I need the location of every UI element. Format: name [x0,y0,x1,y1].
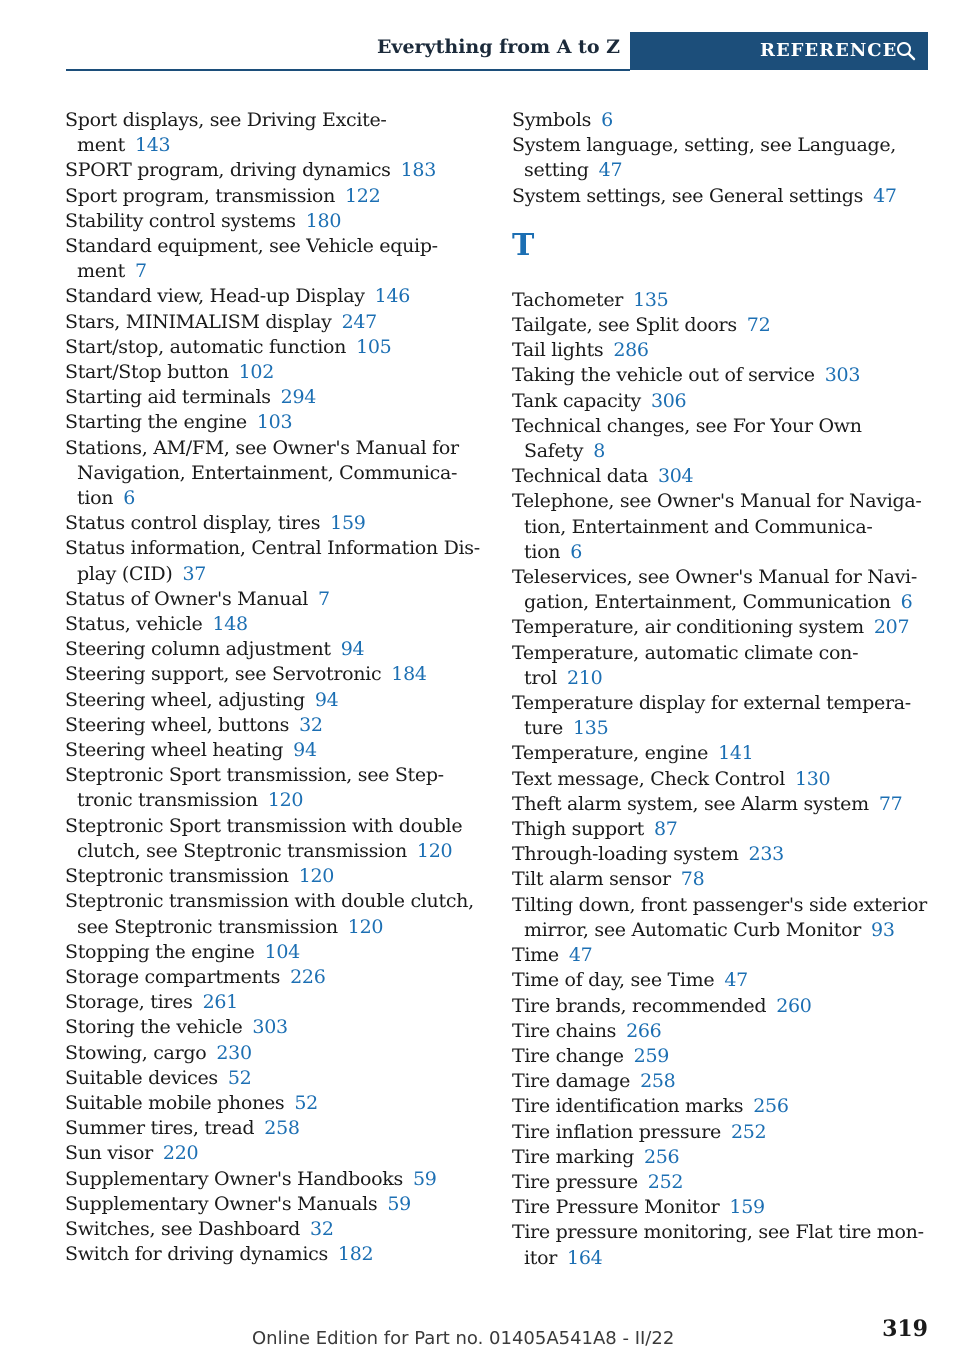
page-reference-link[interactable]: 210 [567,666,603,689]
section-letter: T [512,227,535,263]
index-entry [65,1015,485,1040]
page-reference-link[interactable]: 120 [267,789,304,812]
index-entry [65,385,485,410]
page-reference-link[interactable]: 72 [746,314,771,337]
index-entry [512,817,932,842]
page-reference-link[interactable]: 164 [567,1246,603,1269]
index-entry [65,360,485,385]
index-group-t [512,288,932,1271]
index-entry [512,615,932,640]
chapter-title: Everything from A to Z [376,36,620,58]
page-reference-link[interactable]: 78 [680,868,705,891]
page-reference-link[interactable]: 226 [290,965,326,988]
index-entry [512,1094,932,1119]
index-entry [512,968,932,993]
index-entry [512,792,932,817]
index-entry-text: Status of Owner's Manual [65,587,309,610]
index-entry-text: Tire change [512,1044,624,1067]
index-entry-text: Starting aid terminals [65,386,271,409]
index-entry-text: Temperature, air conditioning system [512,616,864,639]
edition-note: Online Edition for Part no. 01405A541A8 - II/22 [252,1328,675,1349]
index-group-s-end [512,108,932,209]
index-entry-text: Text message, Check Control [512,767,785,790]
page-reference-link[interactable]: 233 [748,843,784,866]
page-reference-link[interactable]: 120 [416,839,453,862]
index-entry [65,587,485,612]
index-entry-text: Start/Stop button [65,361,229,384]
index-entry [65,713,485,738]
page-reference-link[interactable]: 256 [753,1095,789,1118]
index-entry-text: Stowing, cargo [65,1041,207,1064]
index-entry-text: Starting the engine [65,411,247,434]
index-entry-text: Time of day, see Time [512,969,715,992]
page-reference-link[interactable]: 230 [216,1041,252,1064]
index-entry-text: Stations, AM/FM, see Owner's Manual for [65,436,459,459]
index-entry-text: Summer tires, tread [65,1117,255,1140]
page-reference-link[interactable]: 143 [134,134,171,157]
index-entry-text: ture [524,717,563,740]
index-entry-text: tion [77,487,114,510]
index-entry-text: tion [524,540,561,563]
index-entry [65,1217,485,1242]
page-reference-link[interactable]: 47 [568,944,593,967]
index-entry-text: Temperature, automatic climate con- [512,641,859,664]
page-reference-link[interactable]: 306 [650,389,687,412]
page-reference-link[interactable]: 47 [724,969,748,992]
index-entry-text: Steptronic transmission [65,865,289,888]
index-entry [65,688,485,713]
index-entry [512,1145,932,1170]
page-reference-link[interactable]: 59 [387,1192,411,1215]
index-entry [65,662,485,687]
index-entry [65,436,485,512]
index-entry [512,994,932,1019]
index-entry [65,310,485,335]
page-reference-link[interactable]: 32 [310,1217,334,1240]
index-entry-text: System language, setting, see Language, [512,134,897,157]
index-entry [512,363,932,388]
index-entry [65,410,485,435]
index-entry [512,184,932,209]
index-entry-text: Storage, tires [65,991,193,1014]
index-entry-text: Temperature display for external tempera- [512,692,911,715]
page-reference-link[interactable]: 52 [294,1091,318,1114]
page-reference-link[interactable]: 87 [654,818,678,841]
page-reference-link[interactable]: 259 [633,1044,670,1067]
index-entry [512,1120,932,1145]
index-entry [65,940,485,965]
page-reference-link[interactable]: 261 [202,991,238,1014]
index-entry [512,1044,932,1069]
page-reference-link[interactable]: 252 [647,1170,684,1193]
index-entry [65,1242,485,1267]
index-entry-text: Tire Pressure Monitor [512,1196,720,1219]
index-entry [65,158,485,183]
index-entry [512,489,932,565]
index-entry [65,1091,485,1116]
page-reference-link[interactable]: 52 [227,1066,252,1089]
index-entry [512,1170,932,1195]
page-reference-link[interactable]: 6 [601,109,613,131]
index-entry [512,108,932,133]
index-entry [65,889,485,939]
page-reference-link[interactable]: 304 [657,465,694,488]
index-entry-text: Steptronic Sport transmission with double [65,814,463,837]
page-reference-link[interactable]: 94 [293,739,317,762]
page-reference-link[interactable]: 220 [162,1142,199,1165]
index-entry-text: Status, vehicle [65,613,203,636]
index-entry-text: Sport program, transmission [65,184,336,207]
index-entry [65,637,485,662]
index-entry-text: Status information, Central Information Dis- [65,537,480,560]
index-entry-text: Tailgate, see Split doors [512,314,737,337]
index-entry-text: clutch, see Steptronic transmission [77,839,407,862]
page-reference-link[interactable]: 59 [412,1167,437,1190]
page-reference-link[interactable]: 258 [640,1070,676,1093]
index-entry-text: Tire identification marks [512,1095,744,1118]
page-header [66,32,928,70]
index-entry [65,511,485,536]
index-entry [512,565,932,615]
index-entry-text: Switches, see Dashboard [65,1217,301,1240]
index-entry [512,313,932,338]
page-reference-link[interactable]: 6 [900,591,913,614]
page-reference-link[interactable]: 260 [776,994,812,1017]
index-entry [512,133,932,183]
index-entry-text: Safety [524,440,584,463]
index-entry-text: itor [524,1246,558,1269]
index-entry [65,1066,485,1091]
page-reference-link[interactable]: 148 [212,613,248,636]
index-entry-text: Tire pressure [512,1170,638,1193]
index-column-right [512,108,932,1271]
page-reference-link[interactable]: 77 [878,792,903,815]
index-entry-text: System settings, see General settings [512,184,864,207]
page-reference-link[interactable]: 8 [593,440,605,463]
index-entry-text: Thigh support [512,818,644,841]
index-entry-text: Storage compartments [65,965,281,988]
page-reference-link[interactable]: 303 [824,364,861,387]
index-entry [65,1192,485,1217]
index-entry-text: ment [77,134,125,157]
search-icon[interactable] [896,41,916,61]
index-entry-text: Stopping the engine [65,940,255,963]
index-entry-text: Steering wheel, adjusting [65,688,305,711]
index-entry-text: Symbols [512,109,592,131]
index-entry [512,641,932,691]
index-entry [512,1220,932,1270]
index-entry-text: mirror, see Automatic Curb Monitor [524,918,862,941]
index-entry-text: Tire marking [512,1145,634,1168]
page-reference-link[interactable]: 141 [718,742,754,765]
index-entry-text: Suitable mobile phones [65,1091,285,1114]
page-reference-link[interactable]: 135 [573,717,609,740]
page-reference-link[interactable]: 303 [252,1016,288,1039]
index-entry-text: Tank capacity [512,389,641,412]
index-entry-text: Steering support, see Servotronic [65,663,382,686]
index-entry-text: Telephone, see Owner's Manual for Naviga- [512,490,922,513]
page-reference-link[interactable]: 103 [256,411,293,434]
index-entry-text: Tilting down, front passenger's side exterior [512,893,927,916]
index-entry-text: Steptronic transmission with double clutch, [65,890,474,913]
index-entry-text: Tire pressure monitoring, see Flat tire mon- [512,1221,924,1244]
page-reference-link[interactable]: 93 [871,918,895,941]
index-entry-text: Through-loading system [512,843,739,866]
index-entry [512,842,932,867]
index-entry-text: Tire damage [512,1070,631,1093]
index-entry-text: Tail lights [512,339,604,362]
index-entry [512,893,932,943]
index-entry [512,867,932,892]
index-entry-text: Switch for driving dynamics [65,1243,328,1266]
page-reference-link[interactable]: 104 [264,940,300,963]
index-entry [512,414,932,464]
index-entry [512,338,932,363]
page-reference-link[interactable]: 122 [345,184,381,207]
index-entry [65,335,485,360]
index-entry [65,184,485,209]
index-entry-text: Temperature, engine [512,742,709,765]
page-reference-link[interactable]: 207 [873,616,910,639]
page-reference-link[interactable]: 105 [356,335,392,358]
index-entry-text: play (CID) [77,562,173,585]
page-reference-link[interactable]: 120 [347,915,384,938]
index-entry-text: tronic transmission [77,789,258,812]
index-entry-text: see Steptronic transmission [77,915,338,938]
index-entry [65,1141,485,1166]
index-entry-text: Steering wheel, buttons [65,713,290,736]
index-entry [512,767,932,792]
index-entry [65,965,485,990]
page-reference-link[interactable]: 7 [318,587,330,610]
index-entry-text: gation, Entertainment, Communication [524,591,891,614]
index-entry [65,814,485,864]
index-entry-text: Storing the vehicle [65,1016,243,1039]
page-reference-link[interactable]: 286 [613,339,649,362]
index-entry [512,1019,932,1044]
index-entry-text: Status control display, tires [65,512,321,535]
page-reference-link[interactable]: 256 [643,1145,680,1168]
index-entry-text: Navigation, Entertainment, Communica- [77,461,458,484]
index-entry-text: Taking the vehicle out of service [512,364,815,387]
index-entry [65,864,485,889]
index-entry [65,1116,485,1141]
index-entry [65,738,485,763]
page-reference-link[interactable]: 135 [633,288,669,311]
index-entry-text: Tire brands, recommended [512,994,767,1017]
page-reference-link[interactable]: 47 [598,159,623,182]
index-entry [512,691,932,741]
index-entry [512,1069,932,1094]
index-entry [65,108,485,158]
page-reference-link[interactable]: 120 [298,865,335,888]
page-reference-link[interactable]: 266 [626,1019,662,1042]
page-reference-link[interactable]: 159 [729,1196,765,1219]
index-entry-text: Supplementary Owner's Handbooks [65,1167,403,1190]
page-reference-link[interactable]: 182 [337,1243,374,1266]
index-entry-text: Tachometer [512,288,624,311]
index-entry-text: Standard view, Head-up Display [65,285,365,308]
index-entry-text: Stars, MINIMALISM display [65,310,332,333]
page-reference-link[interactable]: 183 [400,159,437,182]
index-entry-text: Tilt alarm sensor [512,868,671,891]
page-reference-link[interactable]: 258 [264,1117,300,1140]
index-entry-text: Supplementary Owner's Manuals [65,1192,378,1215]
index-entry [65,234,485,284]
index-entry-text: Technical data [512,465,648,488]
index-entry [512,943,932,968]
index-entry [65,284,485,309]
index-entry-text: Start/stop, automatic function [65,335,347,358]
page-reference-link[interactable]: 247 [341,310,377,333]
page-reference-link[interactable]: 6 [123,487,135,510]
index-entry-text: Theft alarm system, see Alarm system [512,792,869,815]
index-entry [65,1041,485,1066]
header-rule [66,69,630,71]
index-entry-text: Time [512,944,559,967]
index-entry [65,612,485,637]
index-entry-text: Steering column adjustment [65,638,331,661]
index-entry [65,209,485,234]
page-reference-link[interactable]: 252 [730,1120,767,1143]
index-entry-text: ment [77,260,125,283]
index-entry-text: Stability control systems [65,209,296,232]
index-entry [65,536,485,586]
index-entry-text: Tire inflation pressure [512,1120,721,1143]
index-entry [512,741,932,766]
page-reference-link[interactable]: 180 [305,209,342,232]
index-entry [65,990,485,1015]
page-reference-link[interactable]: 47 [873,184,897,207]
index-entry-text: Suitable devices [65,1066,218,1089]
page-reference-link[interactable]: 37 [182,562,207,585]
index-entry-text: setting [524,159,589,182]
page-reference-link[interactable]: 94 [314,688,339,711]
index-entry [512,389,932,414]
page-reference-link[interactable]: 159 [330,512,366,535]
index-entry-text: Steering wheel heating [65,739,284,762]
index-entry [512,1195,932,1220]
index-entry-text: SPORT program, driving dynamics [65,159,391,182]
page-reference-link[interactable]: 102 [238,361,275,384]
index-column-left [65,108,485,1267]
index-entry-text: tion, Entertainment and Communica- [524,515,873,538]
index-entry [512,464,932,489]
page-reference-link[interactable]: 94 [340,638,365,661]
page-reference-link[interactable]: 294 [280,386,317,409]
index-entry-text: Tire chains [512,1019,617,1042]
index-entry-text: Standard equipment, see Vehicle equip- [65,235,438,258]
index-entry [65,1167,485,1192]
index-entry-text: Teleservices, see Owner's Manual for Navi- [512,566,917,589]
page-reference-link[interactable]: 146 [374,285,411,308]
section-tab[interactable] [630,32,928,70]
index-entry [65,763,485,813]
index-entry-text: Technical changes, see For Your Own [512,414,862,437]
page-reference-link[interactable]: 6 [570,540,582,563]
section-label: REFERENCE [760,40,898,61]
page-number: 319 [882,1316,928,1342]
index-entry [512,288,932,313]
page-reference-link[interactable]: 130 [794,767,831,790]
index-entry-text: Sport displays, see Driving Excite- [65,109,387,131]
page-reference-link[interactable]: 184 [391,663,427,686]
index-entry-text: trol [524,666,558,689]
page-reference-link[interactable]: 32 [299,713,323,736]
index-entry-text: Sun visor [65,1142,153,1165]
page-reference-link[interactable]: 7 [134,260,147,283]
index-entry-text: Steptronic Sport transmission, see Step- [65,764,444,787]
